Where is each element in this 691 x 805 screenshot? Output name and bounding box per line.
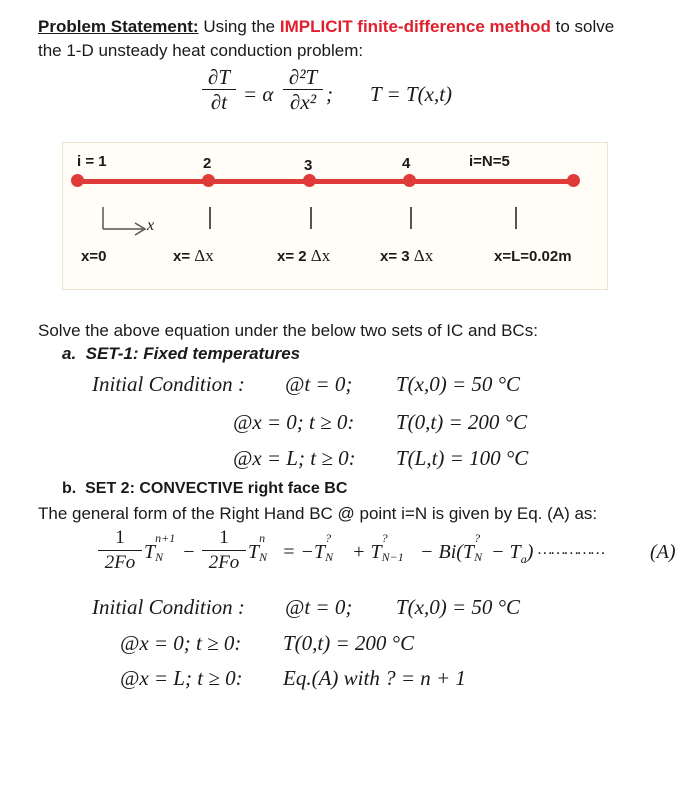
biot-term: − Bi(T [420,541,475,563]
subscript: N [155,550,164,564]
set-a-ic-label: Initial Condition : [92,372,245,396]
superscript: ? [381,531,388,545]
node-label-5: i=N=5 [469,153,510,170]
temp-symbol: T [144,541,156,563]
set-b-bc1-condition: @x = 0; t ≥ 0: [120,631,242,655]
eq-a-term-1 [144,531,176,564]
equals-alpha: = α [243,82,274,106]
tick-4 [410,207,412,229]
superscript: n+1 [155,531,176,545]
rhs-numerator: ∂²T [288,65,318,89]
semicolon: ; [326,82,333,106]
lhs-numerator: ∂T [207,65,231,89]
node-3 [303,174,316,187]
ambient-temp: − T [486,541,521,563]
intro-text: Solve the above equation under the below two sets of IC and BCs: [38,321,538,340]
subscript: a [520,552,527,566]
close-paren: ) [526,541,534,563]
set-b-bc2-value: Eq.(A) with ? = n + 1 [283,666,466,690]
grid-diagram [62,142,608,290]
fraction-bar [98,550,142,551]
set-b-bc1-value: T(0,t) = 200 °C [283,631,415,655]
eq-a-rhs-2 [352,531,404,564]
set-a-ic-value: T(x,0) = 50 °C [396,372,521,396]
set-a-bc1-value: T(0,t) = 200 °C [396,410,528,434]
x-label-text: x= 3 [380,248,414,265]
node-label-3: 3 [304,157,313,174]
statement-text: Using the [198,17,280,36]
lhs-denominator: ∂t [210,90,228,115]
set-a-bc1-condition: @x = 0; t ≥ 0: [233,410,355,434]
rod [77,179,577,184]
eq-a-fraction-1 [98,527,142,574]
axis-label: x [147,217,155,234]
delta-x: Δx [413,246,434,265]
statement-text: to solve [550,17,615,36]
x-label-4 [380,246,433,266]
method-highlight: IMPLICIT finite-difference method [279,17,551,36]
temp-symbol: T [248,541,260,563]
rhs-fraction [283,66,323,113]
subscript: N [474,550,483,564]
tick-5 [515,207,517,229]
eq-a-rhs-3 [420,531,534,567]
lhs-fraction [202,66,236,113]
function-definition: T = T(x,t) [370,82,453,106]
problem-statement-line-1 [38,17,614,37]
node-2 [202,174,215,187]
problem-statement-line-2: the 1-D unsteady heat conduction problem: [38,41,364,60]
set-b-heading [62,480,347,498]
fraction-bar [202,550,246,551]
node-5 [567,174,580,187]
eq-a-dots: …………… [538,541,605,558]
subscript: N [325,550,334,564]
set-b-title: SET 2: CONVECTIVE right face BC [85,480,348,497]
fraction-denominator: 2Fo [104,552,136,574]
superscript: ? [474,531,481,545]
node-label-2: 2 [203,155,212,172]
node-label-1: i = 1 [77,153,107,170]
tick-3 [310,207,312,229]
eq-a-term-2 [248,531,268,564]
set-b-bc2-condition: @x = L; t ≥ 0: [120,666,243,690]
node-1 [71,174,84,187]
set-b-ic-label: Initial Condition : [92,595,245,619]
eq-a-rhs-1 [282,531,334,564]
problem-statement-title: Problem Statement: [38,17,199,36]
set-a-ic-condition: @t = 0; [285,372,353,396]
x-label-text: x= [173,248,195,265]
x-label-1: x=0 [81,248,107,265]
eq-a-tag: (A) [650,541,676,563]
fraction-numerator: 1 [115,527,125,548]
delta-x: Δx [310,246,331,265]
set-a-bc2-condition: @x = L; t ≥ 0: [233,446,356,470]
superscript: n [259,531,266,545]
set-a-bc2-value: T(L,t) = 100 °C [396,446,529,470]
x-label-2 [173,246,214,266]
subscript: N [259,550,268,564]
rhs-denominator: ∂x² [290,90,316,115]
delta-x: Δx [194,246,214,265]
set-a-heading [62,344,300,364]
eq-a-minus: − [182,541,196,563]
temp-symbol: = −T [282,541,326,563]
node-label-4: 4 [402,155,411,172]
superscript: ? [325,531,332,545]
fraction-denominator: 2Fo [208,552,240,574]
node-4 [403,174,416,187]
eq-a-fraction-2 [202,527,246,574]
x-label-text: x= 2 [277,248,311,265]
x-axis-arrow-icon [97,205,167,239]
set-b-ic-condition: @t = 0; [285,595,353,619]
fraction-numerator: 1 [219,527,229,548]
x-label-5: x=L=0.02m [494,248,572,265]
set-b-description: The general form of the Right Hand BC @ point i=N is given by Eq. (A) as: [38,504,598,523]
x-label-3 [277,246,330,266]
set-b-label: b. [62,480,77,497]
tick-2 [209,207,211,229]
temp-symbol: + T [352,541,382,563]
subscript: N−1 [381,550,404,564]
set-a-title: SET-1: Fixed temperatures [85,344,301,363]
set-b-ic-value: T(x,0) = 50 °C [396,595,521,619]
set-a-label: a. [62,344,77,363]
